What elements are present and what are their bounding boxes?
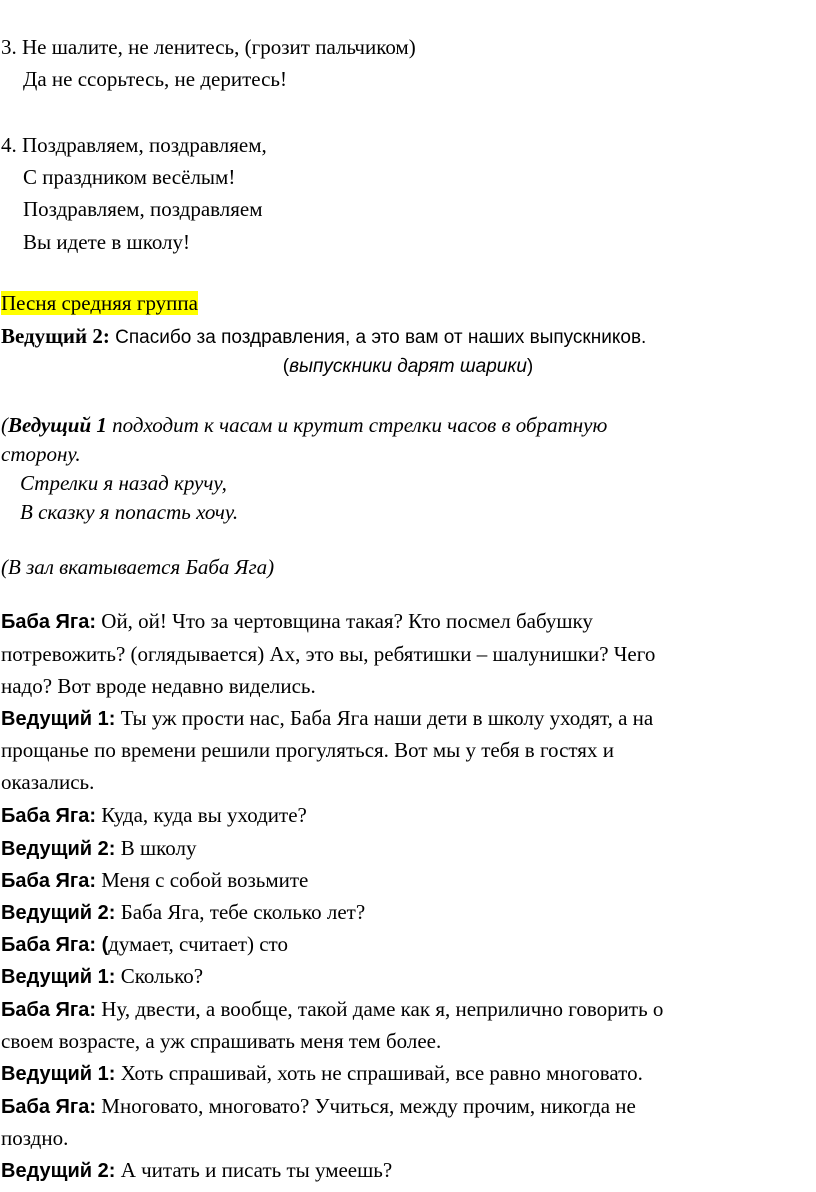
dialogue-line xyxy=(1,801,307,830)
paren-close: ) xyxy=(526,356,534,377)
dialogue-line xyxy=(1,1092,636,1121)
line-text: Баба Яга, тебе сколько лет? xyxy=(115,900,366,924)
verse4-line4: Вы идете в школу! xyxy=(23,230,191,254)
dialogue-continuation: прощанье по времени решили прогуляться. Вот мы у тебя в гостях и xyxy=(1,738,614,762)
speaker-label: Ведущий 2: xyxy=(1,324,110,348)
speaker-label: Ведущий 2: xyxy=(1,1160,116,1182)
speaker-label: Баба Яга: xyxy=(1,870,97,892)
speaker-label: Ведущий 1: xyxy=(1,966,116,988)
dialogue-line xyxy=(1,930,288,959)
line-text: Меня с собой возьмите xyxy=(96,868,309,892)
song-heading-text: Песня средняя группа xyxy=(1,291,198,315)
line-text: Хоть спрашивай, хоть не спрашивай, все равно многовато. xyxy=(115,1061,643,1085)
song-heading xyxy=(1,289,198,317)
dialogue-line xyxy=(1,1156,392,1185)
dialogue-line xyxy=(1,834,196,863)
speaker-label: Ведущий 1: xyxy=(1,1063,116,1085)
line-text: подходит к часам и крутит стрелки часов в обратную xyxy=(106,413,608,437)
host2-thanks xyxy=(1,322,646,352)
line-text: Многовато, многовато? Учиться, между прочим, никогда не xyxy=(96,1094,636,1118)
speaker-label: Ведущий 2: xyxy=(1,838,116,860)
speaker-label: Баба Яга: xyxy=(1,805,97,827)
dialogue-continuation: своем возрасте, а уж спрашивать меня тем более. xyxy=(1,1029,442,1053)
speaker-label: Баба Яга: xyxy=(1,1096,97,1118)
dialogue-line xyxy=(1,962,203,991)
gift-direction-text: выпускники дарят шарики xyxy=(289,356,527,377)
speaker-label: Ведущий 1: xyxy=(1,708,116,730)
dialogue-line xyxy=(1,704,653,733)
line-text: А читать и писать ты умеешь? xyxy=(115,1158,393,1182)
spell-line1: Стрелки я назад кручу, xyxy=(20,471,227,495)
verse4-line2: С праздником весёлым! xyxy=(23,165,236,189)
paren-open: ( xyxy=(282,356,290,377)
line-text: думает, считает) сто xyxy=(108,932,288,956)
dialogue-line xyxy=(1,1059,643,1088)
clock-direction-line1 xyxy=(1,411,607,439)
line-text: В школу xyxy=(115,836,197,860)
speaker-label: Ведущий 2: xyxy=(1,902,116,924)
dialogue-continuation: потревожить? (оглядывается) Ах, это вы, ребятишки – шалунишки? Чего xyxy=(1,642,656,666)
dialogue-line xyxy=(1,866,308,895)
speaker-label: Баба Яга: xyxy=(1,999,97,1021)
line-text: Ну, двести, а вообще, такой даме как я, неприлично говорить о xyxy=(96,997,664,1021)
verse3-line2: Да не ссорьтесь, не деритесь! xyxy=(23,67,288,91)
paren-open: ( xyxy=(1,413,8,437)
dialogue-line xyxy=(1,898,365,927)
clock-direction-line2: сторону. xyxy=(1,442,81,466)
entrance-direction: (В зал вкатывается Баба Яга) xyxy=(1,555,275,579)
line-text: Спасибо за поздравления, а это вам от наших выпускников. xyxy=(109,327,647,348)
speaker-label: Баба Яга: xyxy=(1,934,97,956)
paren-open: ( xyxy=(96,934,109,956)
line-text: Сколько? xyxy=(115,964,204,988)
dialogue-continuation: оказались. xyxy=(1,770,95,794)
dialogue-continuation: поздно. xyxy=(1,1126,69,1150)
line-text: Куда, куда вы уходите? xyxy=(96,803,307,827)
speaker-label: Баба Яга: xyxy=(1,611,97,633)
speaker-label: Ведущий 1 xyxy=(8,413,107,437)
dialogue-line xyxy=(1,607,593,636)
line-text: Ой, ой! Что за чертовщина такая? Кто посмел бабушку xyxy=(96,609,593,633)
verse4-line1: 4. Поздравляем, поздравляем, xyxy=(1,133,267,157)
dialogue-continuation: надо? Вот вроде недавно виделись. xyxy=(1,674,316,698)
gift-direction xyxy=(0,353,816,381)
dialogue-line xyxy=(1,995,663,1024)
verse3-line1: 3. Не шалите, не ленитесь, (грозит пальчиком) xyxy=(1,35,416,59)
verse4-line3: Поздравляем, поздравляем xyxy=(23,197,263,221)
spell-line2: В сказку я попасть хочу. xyxy=(20,500,239,524)
line-text: Ты уж прости нас, Баба Яга наши дети в школу уходят, а на xyxy=(115,706,654,730)
